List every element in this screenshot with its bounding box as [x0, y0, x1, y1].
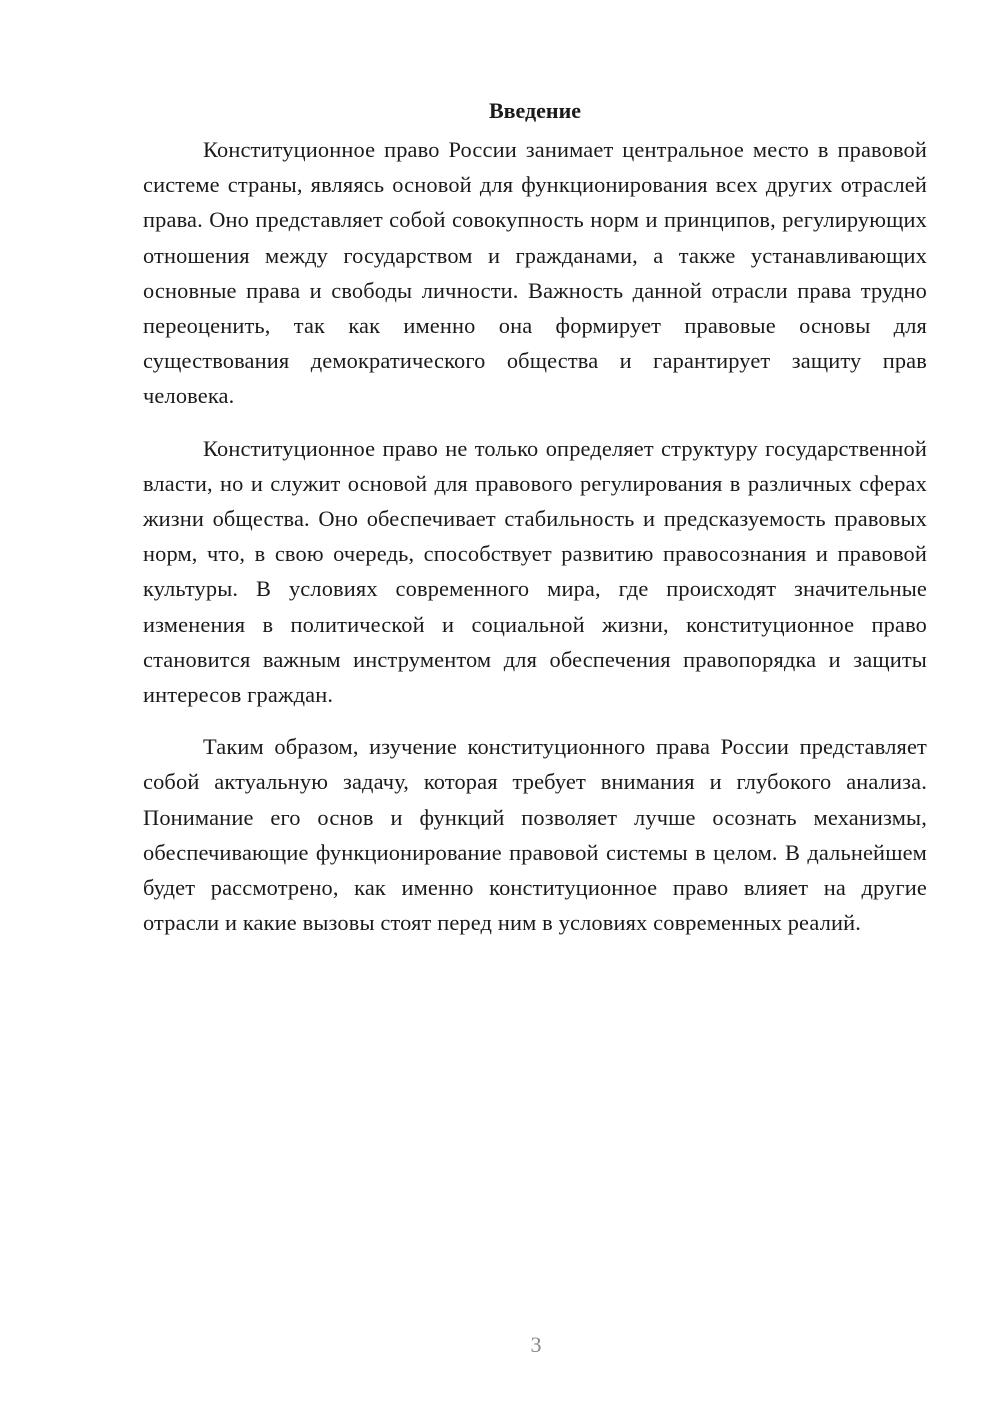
paragraph-3: Таким образом, изучение конституционного права России представляет собой актуальную задачу, которая требует внимания и глубокого анализа. Понимание его основ и функций позволяет лучше осознать механизмы, обеспечивающие функционирование правовой системы в целом. В дальнейшем будет рассмотрено, как именно конституционное право влияет на другие отрасли и какие вызовы стоят перед ним в условиях современных реалий. [143, 734, 927, 936]
section-heading: Введение [488, 98, 582, 123]
page-number: 3 [530, 1332, 542, 1357]
paragraph-2: Конституционное право не только определяет структуру государственной власти, но и служит основой для правового регулирования в различных сферах жизни общества. Оно обеспечивает стабильность и предсказуемость правовых норм, что, в свою очередь, способствует развитию правосознания и правовой культуры. В условиях современного мира, где происходят значительные изменения в политической и социальной жизни, конституционное право становится важным инструментом для обеспечения правопорядка и защиты интересов граждан. [143, 435, 927, 708]
page-content [143, 94, 927, 957]
paragraph-1: Конституционное право России занимает центральное место в правовой системе страны, являясь основой для функционирования всех других отраслей права. Оно представляет собой совокупность норм и принципов, регулирующих отношения между государством и гражданами, а также устанавливающих основные права и свободы личности. Важность данной отрасли права трудно переоценить, так как именно она формирует правовые основы для существования демократического общества и гарантирует защиту прав человека. [143, 137, 927, 409]
